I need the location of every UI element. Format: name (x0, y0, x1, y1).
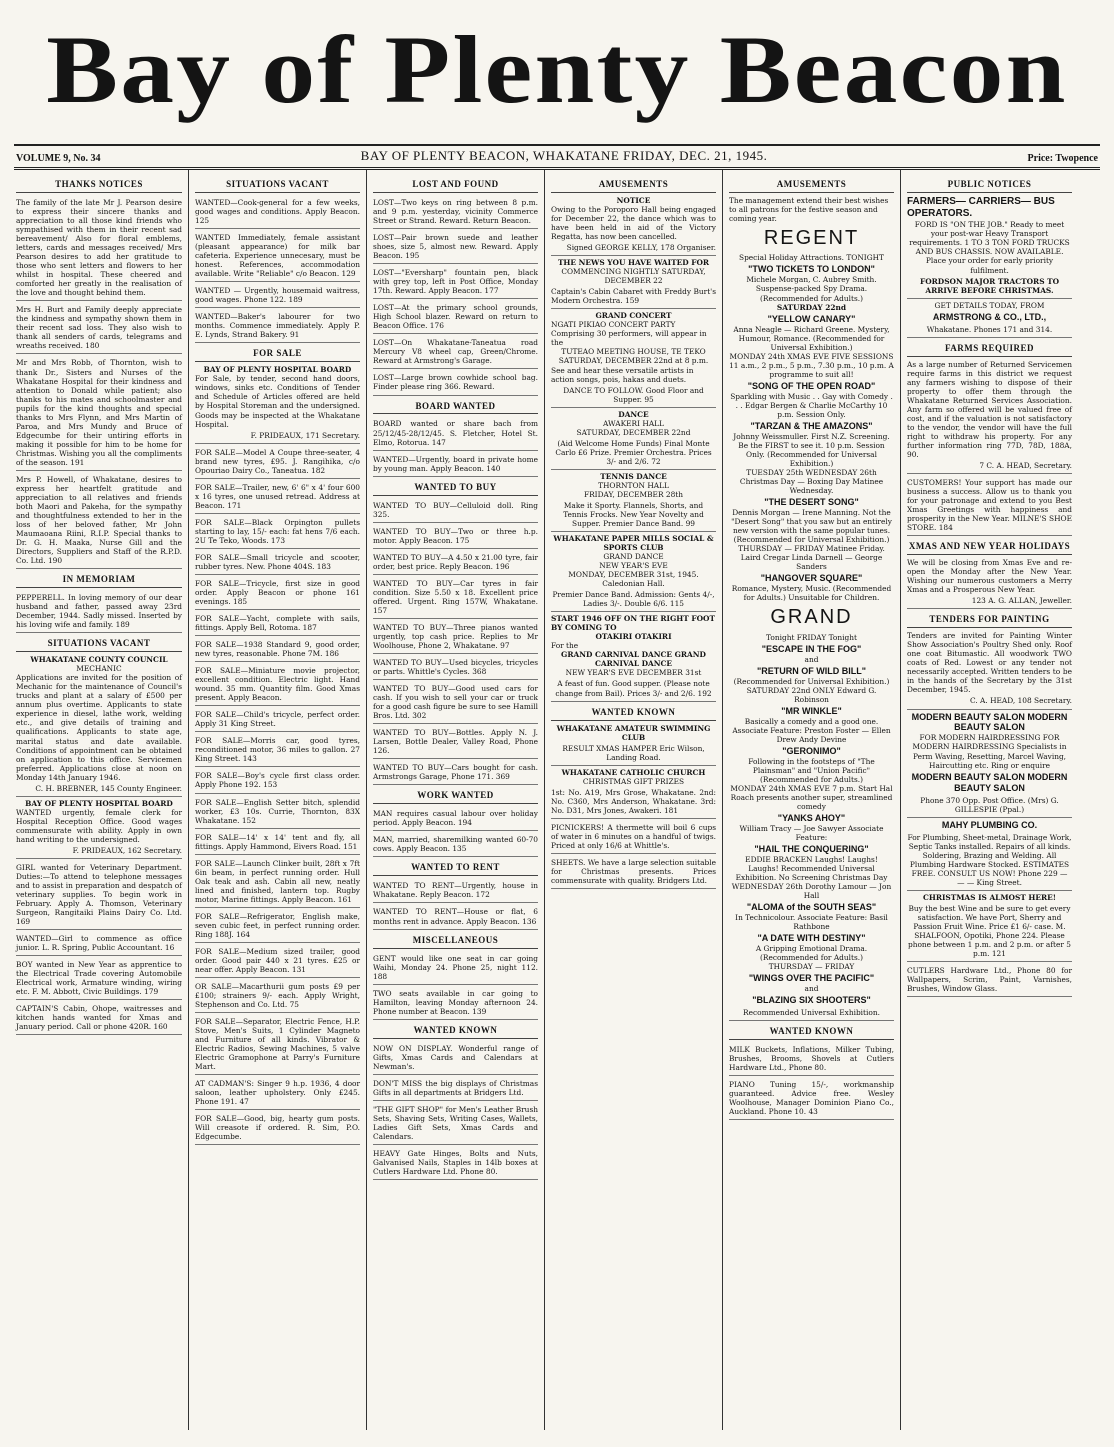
notice: Mrs H. Burt and Family deeply appreciate the kindness and sympathy shown them in their recent sad loss. They also wish to thank all senders of cards, telegrams and wreaths received. 180 (16, 303, 182, 354)
schedule: TUESDAY 25th WEDNESDAY 26th Christmas Day — Boxing Day Matinee Wednesday. (739, 467, 884, 495)
classified-ad: MAN requires casual labour over holiday period. Apply Beacon. 194 (373, 807, 538, 831)
notice: PEPPERELL. In loving memory of our dear husband and father, passed away 23rd December, 1944. Sadly missed. Inserted by his loving wife and family. 189 (16, 591, 182, 633)
section-heading: WANTED KNOWN (551, 704, 716, 721)
ad-body: See and hear these versatile artists in action songs, pois, hakas and duets. (551, 365, 694, 384)
schedule: Tonight FRIDAY Tonight (766, 632, 857, 642)
ad-body: The management extend their best wishes to all patrons for the festive season and coming year. (729, 195, 889, 224)
ad-body: FOR MODERN HAIRDRESSING FOR MODERN HAIRDRESSING Specialists in Perm Waving, Resetting, Marcel Waving, Haircutting etc. Ring or enquire (912, 733, 1067, 770)
schedule: THURSDAY — FRIDAY Matinee Friday. Laird Cregar Linda Darnell — George Sanders (738, 544, 885, 572)
classified-ad: WANTED—Baker's labourer for two months. Commence immediately. Apply P. E. Lynds, Strand Bakery. 91 (195, 310, 360, 343)
ad-heading: WHAKATANE AMATEUR SWIMMING CLUB (556, 723, 711, 742)
cinema-name: REGENT (763, 227, 860, 250)
film-details: and (804, 984, 819, 994)
notice: The family of the late Mr J. Pearson desire to express their sincere thanks and appreciation to all those kind friends who sympathised with them in their recent sad bereavement/ Also for floral emblems, letters, cards and messages received/ Mrs Pearson desires to add her gratitude to those who sent letters and flowers to her whilst in hospital. These cheered and comforted her greatly in the realisation of the love and thought behind them. (16, 196, 182, 301)
classified-ad: BOARD wanted or share bach from 25/12/45-28/12/45. S. Fletcher, Hotel St. Elmo, Rotorua. 147 (373, 417, 538, 450)
ad-subheading: GRAND CARNIVAL DANCE GRAND CARNIVAL DANCE (561, 650, 706, 669)
ad-body: Applications are invited for the position of Mechanic for the maintenance of Council's trucks and plant at a salary of £500 per annum plus overtime. Applicants to state experience in diesel, lathe work, welding etc., and give details of training and qualifications. Applicants to state age, marital status and date available. Conditions of appointment can be obtained on application to this office. Servicemen preferred. Applications close at noon on Monday 14th January 1946. (16, 673, 182, 782)
ad-subheading: NEW YEAR'S EVE (599, 561, 668, 571)
classified-ad: NOW ON DISPLAY. Wonderful range of Gifts, Xmas Cards and Calendars at Newman's. (373, 1042, 538, 1075)
venue: TUTEAO MEETING HOUSE, TE TEKO (561, 347, 706, 357)
film-title: "BLAZING SIX SHOOTERS" (752, 995, 871, 1006)
ad-body: Whakatane. Phones 171 and 314. (907, 323, 1072, 338)
classified-ad: PIANO Tuning 15/-, workmanship guaranteed. Advice free. Wesley Woolhouse, Manager Dominion Piano Co., Auckland. Phone 10. 43 (729, 1078, 894, 1120)
film-details: In Technicolour. Associate Feature: Basil Rathbone (735, 913, 888, 932)
price: Price: Twopence (1027, 153, 1098, 164)
column-3 (366, 170, 544, 1430)
film-title: "GERONIMO" (782, 745, 841, 756)
section-heading: SITUATIONS VACANT (16, 635, 182, 652)
cinema-name: GRAND (770, 606, 853, 629)
ad-signature: Signed GEORGE KELLY, 178 Organiser. (551, 241, 716, 256)
ad-body: For Sale, by tender, second hand doors, windows, sinks etc. Conditions of Tender and Schedule of Articles offered are held by Hospital Storeman and the undersigned. Goods may be inspected at the Whakatane Hospital. (195, 374, 360, 429)
classified-ad: OR SALE—Macarthurii gum posts £9 per £100; strainers 9/- each. Apply Wright, Stephenson and Co. Ltd. 75 (195, 980, 360, 1013)
section-heading: IN MEMORIAM (16, 571, 182, 588)
ad-body: WANTED urgently, female clerk for Hospital Reception Office. Good wages commensurate with ability. Apply in own hand writing to the undersigned. (16, 807, 182, 844)
film-details: Dennis Morgan — Irene Manning. Not the "Desert Song" that you saw but an entirely new version with the same popular tunes. (Recommended for Universal Exhibition.) (731, 507, 892, 545)
columns (10, 170, 1104, 1430)
section-heading: WANTED KNOWN (729, 1023, 894, 1040)
volume-number: VOLUME 9, No. 34 (16, 153, 101, 164)
section-heading: WANTED TO BUY (373, 479, 538, 496)
company-name: ARMSTRONG & CO., LTD., (932, 311, 1047, 322)
ad-signature: F. PRIDEAUX, 162 Secretary. (16, 844, 182, 859)
classified-ad: WANTED TO RENT—Urgently, house in Whakatane. Reply Beacon. 172 (373, 879, 538, 903)
ad-heading: GRAND CONCERT (595, 311, 672, 321)
ad-body: As a large number of Returned Servicemen require farms in this district we request any farmers wishing to dispose of their property to offer them through the Whakatane Returned Services Association. Any farm so offered will be valued free of cost, and if the valuation is not satisfactory to the vendor, the vendor will have the full right to withdraw his property. For any further information ring 77D, 78D, 188A, 90. (907, 359, 1072, 459)
classified-ad: CUTLERS Hardware Ltd., Phone 80 for Wallpapers, Scrim, Paint, Varnishes, Brushes, Window Glass. (907, 964, 1072, 997)
classified-ad: FOR SALE—Yacht, complete with sails, fittings. Apply Bell, Rotoma. 187 (195, 612, 360, 636)
classified-ad: FOR SALE—Trailer, new, 6' 6" x 4' four 600 x 16 tyres, one unused retread. Address at Beacon. 171 (195, 481, 360, 514)
classified-ad: WANTED TO BUY—Car tyres in fair condition. Size 5.50 x 18. Excellent price offered. Urgent. Ring 157W, Whakatane. 157 (373, 577, 538, 619)
ad-signature: C. H. BREBNER, 145 County Engineer. (16, 782, 182, 797)
section-heading: WANTED TO RENT (373, 859, 538, 876)
classified-ad: MAN, married, sharemilking wanted 60-70 cows. Apply Beacon. 135 (373, 833, 538, 857)
film-title: "MR WINKLE" (781, 705, 842, 716)
ad-body: Tenders are invited for Painting Winter Show Association's Poultry Shed only. Roof one coat Bitumastic. All woodwork TWO coats of Red. Lowest or any tender not necessarily accepted. Written tenders to be in the hands of the Secretary by the 31st December, 1945. (907, 631, 1072, 695)
ad-body: (Aid Welcome Home Funds) Final Monte Carlo £6 Prize. Premier Orchestra. Prices 3/- and 2/6. 72 (551, 437, 716, 470)
classified-ad: LOST—Two keys on ring between 8 p.m. and 9 p.m. yesterday, vicinity Commerce Street or Strand. Reward. Return Beacon. (373, 196, 538, 229)
film-title: "TWO TICKETS TO LONDON" (748, 264, 875, 275)
classified-ad: FOR SALE—Miniature movie projector, excellent condition. Electric light. Hand wound. 35 mm. Quantity film. Good Xmas present. Apply Beacon. (195, 664, 360, 706)
section-heading: AMUSEMENTS (551, 176, 716, 193)
ad-heading: BAY OF PLENTY HOSPITAL BOARD (25, 798, 173, 808)
classified-ad: FOR SALE—Tricycle, first size in good order. Apply Beacon or phone 161 evenings. 185 (195, 577, 360, 610)
ad-subheading: MECHANIC (76, 664, 122, 674)
classified-ad: LOST—At the primary school grounds, High School blazer. Reward on return to Beacon Office. 176 (373, 301, 538, 334)
classified-ad: AT CADMAN'S: Singer 9 h.p. 1936, 4 door saloon, leather upholstery. Only £245. Phone 191. 47 (195, 1077, 360, 1110)
classified-ad: WANTED — Urgently, housemaid waitress, good wages. Phone 122. 189 (195, 284, 360, 308)
film-details: EDDIE BRACKEN Laughs! Laughs! Laughs! Recommended Universal Exhibition. No Screening Christmas Day (735, 854, 888, 882)
classified-ad: WANTED TO BUY—Used bicycles, tricycles or parts. Whittle's Cycles. 368 (373, 656, 538, 680)
ad-body: Make it Sporty. Flannels, Shorts, and Tennis Frocks. New Year Novelty and Supper. Premier Dance Band. 99 (551, 499, 716, 532)
classified-ad: WANTED TO RENT—House or flat, 6 months rent in advance. Apply Beacon. 136 (373, 905, 538, 929)
classified-ad: WANTED TO BUY—Bottles. Apply N. J. Larsen, Bottle Dealer, Valley Road, Phone 126. (373, 726, 538, 759)
classified-ad: GIRL wanted for Veterinary Department. Duties:—To attend to telephone messages and to assist in preparation and despatch of veterinary supplies. To begin work in February. Apply A. Thomson, Veterinary Surgeon, Rangitaiki Plains Dairy Co. Ltd. 169 (16, 861, 182, 930)
classified-ad: LOST—"Eversharp" fountain pen, black with grey top, left in Post Office, Monday 17th. Reward. Apply Beacon. 177 (373, 266, 538, 299)
event-date: SATURDAY, DECEMBER 22nd at 8 p.m. (558, 356, 709, 366)
issue-date: BAY OF PLENTY BEACON, WHAKATANE FRIDAY, DEC. 21, 1945. (360, 148, 768, 163)
film-details: A Gripping Emotional Drama. (Recommended for Adults.) (755, 944, 868, 963)
ad-subheading: CHRISTMAS GIFT PRIZES (582, 776, 685, 786)
film-title: "YANKS AHOY" (777, 812, 846, 823)
ad-body: Buy the best Wine and be sure to get every satisfaction. We have Port, Sherry and Passion Fruit Wine. Price £1 6/- case. M. SHALFOON, Opotiki, Phone 224. Please phone between 1 p.m. and 2 p.m. or after 5 p.m. 121 (907, 902, 1072, 962)
column-5 (722, 170, 900, 1430)
classified-ad: FOR SALE—English Setter bitch, splendid worker, £3 10s. Currie, Thornton, 83X Whakatane. 152 (195, 796, 360, 829)
classified-ad: CUSTOMERS! Your support has made our business a success. Allow us to thank you for your patronage and extend to you Best Xmas Greetings with happiness and prosperity in the New Year. MILNE'S SHOE STORE. 184 (907, 476, 1072, 536)
film-title: "HAIL THE CONQUERING" (754, 843, 869, 854)
classified-ad: WANTED TO BUY—Two or three h.p. motor. Apply Beacon. 175 (373, 525, 538, 549)
film-title: "SONG OF THE OPEN ROAD" (747, 380, 876, 391)
section-heading: BOARD WANTED (373, 398, 538, 415)
film-title: "TARZAN & THE AMAZONS" (750, 420, 873, 431)
ad-body: Owing to the Poroporo Hall being engaged for December 22, the dance which was to have been held in aid of the Victory Regatta, has now been cancelled. (551, 205, 716, 242)
classified-ad: FOR SALE—Launch Clinker built, 28ft x 7ft 6in beam, in perfect running order. Hull Oak teak and ash. Cabin all new, neatly lined and finished, lantern top. Rugby motor, Marine fittings. Apply Beacon. 161 (195, 857, 360, 908)
classified-ad: GENT would like one seat in car going Waihi, Monday 24. Phone 25, night 112. 188 (373, 952, 538, 985)
schedule: WEDNESDAY 26th Dorothy Lamour — Jon Hall (731, 882, 892, 901)
section-heading: PUBLIC NOTICES (907, 176, 1072, 193)
column-1 (10, 170, 188, 1430)
classified-ad: FOR SALE—Black Orpington pullets starting to lay, 15/- each: fat hens 7/6 each. 2U Te Teko, Woods. 173 (195, 516, 360, 549)
classified-ad: LOST—On Whakatane-Taneatua road Mercury V8 wheel cap, Green/Chrome. Reward at Armstrong's Garage. (373, 336, 538, 369)
ad-body: RESULT XMAS HAMPER Eric Wilson, Landing Road. (551, 742, 716, 766)
classified-ad: FOR SALE—Small tricycle and scooter, rubber tyres. New. Phone 404S. 183 (195, 551, 360, 575)
ad-heading: WHAKATANE PAPER MILLS SOCIAL & SPORTS CLUB (553, 534, 714, 553)
classified-ad: FOR SALE—Boy's cycle first class order. Apply Phone 192. 153 (195, 769, 360, 793)
classified-ad: TWO seats available in car going to Hamilton, leaving Monday afternoon 24. Phone number at Beacon. 139 (373, 987, 538, 1020)
classified-ad: DON'T MISS the big displays of Christmas Gifts in all departments at Bridgers Ltd. (373, 1077, 538, 1101)
ad-body: DANCE TO FOLLOW. Good Floor and Supper. 95 (551, 384, 716, 408)
section-heading: SITUATIONS VACANT (195, 176, 360, 193)
classified-ad: WANTED TO BUY—A 4.50 x 21.00 tyre, fair order, best price. Reply Beacon. 196 (373, 551, 538, 575)
film-details: Following in the footsteps of "The Plainsman" and "Union Pacific" (Recommended for Adults.) (748, 756, 875, 784)
classified-ad: MILK Buckets, Inflations, Milker Tubing, Brushes, Brooms, Shovels at Cutlers Hardware Ltd., Phone 80. (729, 1043, 894, 1076)
column-6 (900, 170, 1078, 1430)
section-heading: XMAS AND NEW YEAR HOLIDAYS (907, 538, 1072, 555)
film-title: "WINGS OVER THE PACIFIC" (748, 973, 875, 984)
classified-ad: PICNICKERS! A thermette will boil 6 cups of water in 6 minutes on a handful of twigs. Priced at only 16/6 at Whittle's. (551, 821, 716, 854)
newspaper-title: Bay of Plenty Beacon (46, 16, 1068, 123)
film-title: "A DATE WITH DESTINY" (757, 933, 866, 944)
film-details: Romance, Mystery, Music. (Recommended for Adults.) Unsuitable for Children. (731, 584, 892, 603)
ad-heading: NOTICE (616, 195, 651, 205)
schedule: MONDAY 24th XMAS EVE FIVE SESSIONS (729, 351, 894, 361)
classified-ad: CAPTAIN'S Cabin, Ohope, waitresses and kitchen hands wanted for Xmas and January period. Call or phone 420R. 160 (16, 1002, 182, 1035)
section-heading: AMUSEMENTS (729, 176, 894, 193)
film-details: Recommended Universal Exhibition. (729, 1006, 894, 1021)
classified-ad: WANTED TO BUY—Celluloid doll. Ring 325. (373, 499, 538, 523)
classified-ad: WANTED—Urgently, board in private home by young man. Apply Beacon. 140 (373, 453, 538, 477)
ad-heading: BAY OF PLENTY HOSPITAL BOARD (203, 365, 352, 375)
section-heading: FARMS REQUIRED (907, 340, 1072, 357)
ad-body: For Plumbing, Sheet-metal, Drainage Work, Septic Tanks installed. Repairs of all kinds. Soldering, Brazing and Welding. All Plumbing Hardware Stocked. ESTIMATES FREE. CONSULT US NOW! Phone 229 — — — King Street. (907, 831, 1072, 891)
classified-ad: FOR SALE—Child's tricycle, perfect order. Apply 31 King Street. (195, 708, 360, 732)
classified-ad: WANTED TO BUY—Cars bought for cash. Armstrongs Garage, Phone 171. 369 (373, 761, 538, 785)
ad-heading: CHRISTMAS IS ALMOST HERE! (922, 892, 1057, 902)
venue: OTAKIRI OTAKIRI (595, 632, 672, 642)
classified-ad: WANTED TO BUY—Three pianos wanted urgently, top cash price. Replies to Mr Woolhouse, Phone 2, Whakatane. 97 (373, 621, 538, 654)
column-4 (544, 170, 722, 1430)
masthead (0, 0, 1114, 140)
classified-ad: FOR SALE—Separator, Electric Fence, H.P. Stove, Men's Suits, 1 Cylinder Magneto and Furniture of all kinds. Vibrator & Electric Radios, Sewing Machines, 5 valve Electric Gramophone at Parry's Furniture Mart. (195, 1015, 360, 1075)
venue: THORNTON HALL (598, 480, 669, 490)
schedule: 11 a.m., 2 p.m., 5 p.m., 7.30 p.m., 10 p.m. A programme to suit all! (729, 360, 894, 379)
ad-heading: WHAKATANE COUNTY COUNCIL (30, 655, 168, 665)
film-details: (Recommended for Universal Exhibition.) (733, 676, 890, 686)
ad-subheading: GRAND DANCE (603, 552, 664, 562)
ad-heading: START 1946 OFF ON THE RIGHT FOOT BY COMING TO (551, 614, 715, 633)
film-details: William Tracy — Joe Sawyer Associate Feature: (739, 823, 884, 842)
event-date: SATURDAY, DECEMBER 22nd (576, 427, 691, 437)
ad-heading: WHAKATANE CATHOLIC CHURCH (561, 767, 706, 777)
classified-ad: LOST—Pair brown suede and leather shoes, size 5, almost new. Reward. Apply Beacon. 195 (373, 231, 538, 264)
schedule: MONDAY 24th XMAS EVE 7 p.m. Start Hal Roach presents another super, streamlined comedy (730, 783, 893, 811)
film-details: and (804, 654, 819, 664)
ad-body: Captain's Cabin Cabaret with Freddy Burt's Modern Orchestra. 159 (551, 285, 716, 309)
ad-heading: THE NEWS YOU HAVE WAITED FOR (557, 258, 710, 268)
section-heading: MISCELLANEOUS (373, 932, 538, 949)
classified-ad: LOST—Large brown cowhide school bag. Finder please ring 366. Reward. (373, 371, 538, 395)
film-title: "ESCAPE IN THE FOG" (761, 643, 862, 654)
classified-ad: HEAVY Gate Hinges, Bolts and Nuts, Galvanised Nails, Staples in 14lb boxes at Cutlers Hardware Ltd. Phone 80. (373, 1147, 538, 1180)
ad-body: For the (551, 641, 579, 651)
ad-body: FORD IS "ON THE JOB." Ready to meet your post-war Heavy Transport requirements. 1 TO 3 TON FORD TRUCKS AND BUS CHASSIS. NOW AVAILABLE. Place your order for early priority fulfilment. (909, 220, 1070, 275)
classified-ad: "THE GIFT SHOP" for Men's Leather Brush Sets, Shaving Sets, Writing Cases, Wallets, Ladies Gift Sets, Xmas Cards and Calendars. (373, 1103, 538, 1145)
classified-ad: WANTED—Girl to commence as office junior. L. R. Spring, Public Accountant. 16 (16, 932, 182, 956)
venue: Caledonian Hall. (602, 579, 665, 589)
classified-ad: WANTED Immediately, female assistant (pleasant appearance) for milk bar cafeteria. Experience unnecesary, must be honest. References, accommodation available. Write "Reliable" c/o Beacon. 129 (195, 231, 360, 282)
film-title: "RETURN OF WILD BILL" (756, 665, 867, 676)
event-date: MONDAY, DECEMBER 31st, 1945. (568, 570, 699, 580)
classified-ad: WANTED—Cook-general for a few weeks, good wages and conditions. Apply Beacon. 125 (195, 196, 360, 229)
section-heading: TENDERS FOR PAINTING (907, 611, 1072, 628)
film-details: Anna Neagle — Richard Greene. Mystery, Humour, Romance. (Recommended for Universal Exhibition.) (733, 324, 890, 352)
classified-ad: FOR SALE—Model A Coupe three-seater, 4 brand new tyres, £95. J. Rangihika, c/o Opouriao Dairy Co., Taneatua. 182 (195, 446, 360, 479)
film-title: "HANGOVER SQUARE" (760, 573, 863, 584)
business-name: MAHY PLUMBING CO. (941, 819, 1038, 830)
classified-ad: FOR SALE—Refrigerator, English make, seven cubic feet, in perfect running order. Ring 188J. 164 (195, 910, 360, 943)
event-date: NEW YEAR'S EVE DECEMBER 31st (565, 668, 702, 678)
ad-heading: DANCE (618, 409, 649, 419)
dateline (14, 144, 1100, 170)
ad-body: 1st: No. A19, Mrs Grose, Whakatane. 2nd: No. C360, Mrs Anderson, Whakatane. 3rd: No. D31, Mrs Jones, Awakeri. 181 (551, 786, 716, 819)
film-title: "YELLOW CANARY" (767, 313, 856, 324)
section-heading: FOR SALE (195, 345, 360, 362)
classified-ad: WANTED TO BUY—Good used cars for cash. If you wish to sell your car or truck for a good cash figure be sure to see Hamill Bros. Ltd. 302 (373, 682, 538, 724)
film-title: "THE DESERT SONG" (764, 496, 859, 507)
ad-body: A feast of fun. Good supper. (Please note change from Bail). Prices 3/- and 2/6. 192 (551, 677, 716, 701)
film-title: "ALOMA of the SOUTH SEAS" (746, 902, 877, 913)
ad-body: Phone 370 Opp. Post Office. (Mrs) G. GILLESPIE (Ppal.) (907, 794, 1072, 818)
schedule: THURSDAY — FRIDAY (768, 962, 855, 972)
business-name: MODERN BEAUTY SALON MODERN BEAUTY SALON (911, 771, 1068, 793)
ad-body: We will be closing from Xmas Eve and re-open the Monday after the New Year. Wishing our numerous customers a Merry Xmas and a Prosperous New Year. (907, 558, 1072, 595)
section-heading: THANKS NOTICES (16, 176, 182, 193)
classified-ad: BOY wanted in New Year as apprentice to the Electrical Trade covering Automobile Electrical work, Armature winding, wiring etc. F. M. Abbott, Civic Buildings. 179 (16, 958, 182, 1000)
section-heading: LOST AND FOUND (373, 176, 538, 193)
ad-heading: FARMERS— CARRIERS— BUS OPERATORS. (907, 195, 1055, 220)
notice: Mr and Mrs Robb, of Thornton, wish to thank Dr., Sisters and Nurses of the Whakatane Hospital for their kindness and attention to Donald while patient; also thanks to his mates and schoolmaster and pupils for the kind thoughts and special thanks to Mrs Flynn, and Mrs Martin of Paroa, and Mrs Mundy and Bruce of Edgecumbe for their untiring efforts in making it possible for him to be home for Christmas. Wishing you all the compliments of the season. 191 (16, 356, 182, 470)
column-2 (188, 170, 366, 1430)
ad-heading: TENNIS DANCE (600, 471, 667, 481)
business-name: MODERN BEAUTY SALON MODERN BEAUTY SALON (911, 711, 1068, 733)
schedule: SATURDAY 22nd ONLY Edward G. Robinson (746, 685, 877, 704)
classified-ad: FOR SALE—1938 Standard 9, good order, new tyres, reasonable. Phone 7M. 186 (195, 638, 360, 662)
classified-ad: FOR SALE—Good, big, hearty gum posts. Will creasote if ordered. R. Sim, P.O. Edgecumbe. (195, 1112, 360, 1145)
ad-body: GET DETAILS TODAY, FROM (934, 300, 1045, 310)
ad-subheading: FORDSON MAJOR TRACTORS TO ARRIVE BEFORE CHRISTMAS. (907, 275, 1072, 299)
classified-ad: FOR SALE—14' x 14' tent and fly, all fittings. Apply Hammond, Eivers Road. 151 (195, 831, 360, 855)
film-details: Michele Morgan, C. Aubrey Smith. Suspense-packed Spy Drama. (Recommended for Adults.) (746, 275, 877, 303)
ad-signature: 7 C. A. HEAD, Secretary. (907, 459, 1072, 474)
film-details: Basically a comedy and a good one. Associate Feature: Preston Foster — Ellen Drew Andy Devine (732, 716, 891, 744)
ad-subheading: COMMENCING NIGHTLY SATURDAY, DECEMBER 22 (561, 267, 706, 286)
ad-body: Premier Dance Band. Admission: Gents 4/-, Ladies 3/-. Double 6/6. 115 (551, 588, 716, 612)
classified-ad: SHEETS. We have a large selection suitable for Christmas presents. Prices commensurate with quality. Bridgers Ltd. (551, 856, 716, 889)
film-details: Johnny Weissmuller. First N.Z. Screening. Be the FIRST to see it. 10 p.m. Session Only. (Recommended for Universal Exhibition.) (733, 431, 890, 468)
ad-signature: F. PRIDEAUX, 171 Secretary. (195, 429, 360, 444)
section-heading: WORK WANTED (373, 787, 538, 804)
ad-signature: C. A. HEAD, 108 Secretary. (907, 694, 1072, 709)
notice: Mrs P. Howell, of Whakatane, desires to express her heartfelt gratitude and appreciation to all relatives and friends both Maori and Pakeha, for the sympathy and thoughtfulness extended to her in the loss of her beloved father, Mr John Maumaoana Riini, R.I.P. Special thanks to Dr. G. H. Maaka, Nurse Gill and the Directors, Suppliers and Staff of the R.P.D. Co. Ltd. 190 (16, 473, 182, 569)
ad-body: NGATI PIKIAO CONCERT PARTY Comprising 30 performers, will appear in the (551, 320, 707, 348)
classified-ad: FOR SALE—Morris car, good tyres, reconditioned motor, 36 miles to gallon. 27 King Street. 143 (195, 734, 360, 767)
schedule: SATURDAY 22nd (776, 302, 847, 312)
event-date: FRIDAY, DECEMBER 28th (583, 489, 683, 499)
film-details: Sparkling with Music . . Gay with Comedy . . . Edgar Bergen & Charlie McCarthy 10 p.m. Session Only. (730, 391, 893, 419)
classified-ad: FOR SALE—Medium sized trailer, good order. Good pair 440 x 21 tyres. £25 or near offer. Apply Beacon. 131 (195, 945, 360, 978)
schedule: Special Holiday Attractions. TONIGHT (739, 253, 884, 263)
section-heading: WANTED KNOWN (373, 1022, 538, 1039)
venue: AWAKERI HALL (603, 418, 664, 428)
ad-signature: 123 A. G. ALLAN, Jeweller. (907, 594, 1072, 609)
